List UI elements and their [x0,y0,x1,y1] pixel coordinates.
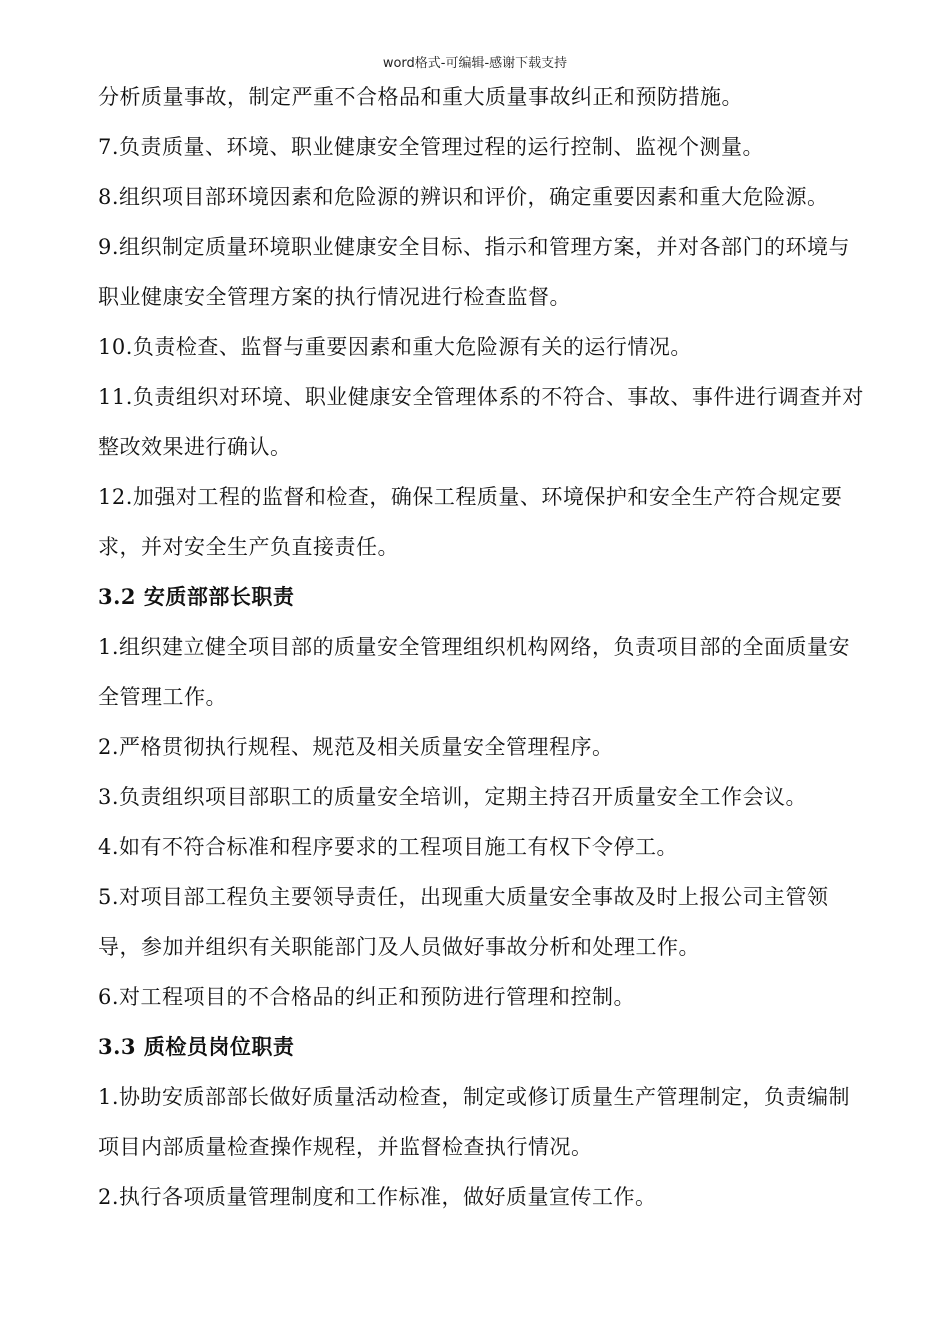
paragraph-item-11: 11.负责组织对环境、职业健康安全管理体系的不符合、事故、事件进行调查并对整改效果进行确认。 [98,385,864,459]
paragraph-item-9: 9.组织制定质量环境职业健康安全目标、指示和管理方案，并对各部门的环境与职业健康安全管理方案的执行情况进行检查监督。 [98,235,851,309]
paragraph-3-3-item-1: 1.协助安质部部长做好质量活动检查，制定或修订质量生产管理制定，负责编制项目内部质量检查操作规程，并监督检查执行情况。 [98,1085,851,1159]
paragraph-3-2-item-1: 1.组织建立健全项目部的质量安全管理组织机构网络，负责项目部的全面质量安全管理工作。 [98,635,851,709]
paragraph-3-2-item-3: 3.负责组织项目部职工的质量安全培训，定期主持召开质量安全工作会议。 [98,785,808,809]
paragraph-3-2-item-2: 2.严格贯彻执行规程、规范及相关质量安全管理程序。 [98,735,614,759]
paragraph-3-3-item-2: 2.执行各项质量管理制度和工作标准，做好质量宣传工作。 [98,1185,657,1209]
header-note: word格式-可编辑-感谢下载支持 [382,56,568,71]
paragraph-item-7: 7.负责质量、环境、职业健康安全管理过程的运行控制、监视个测量。 [98,135,765,159]
paragraph-item-10: 10.负责检查、监督与重要因素和重大危险源有关的运行情况。 [98,335,692,359]
section-heading-3-2: 3.2 安质部部长职责 [98,584,295,609]
document-body [98,72,868,1222]
paragraph-3-2-item-4: 4.如有不符合标准和程序要求的工程项目施工有权下令停工。 [98,835,679,859]
paragraph-item-12: 12.加强对工程的监督和检查，确保工程质量、环境保护和安全生产符合规定要求，并对安全生产负直接责任。 [98,485,843,559]
paragraph-3-2-item-5: 5.对项目部工程负主要领导责任，出现重大质量安全事故及时上报公司主管领导，参加并组织有关职能部门及人员做好事故分析和处理工作。 [98,885,829,959]
paragraph-3-2-item-6: 6.对工程项目的不合格品的纠正和预防进行管理和控制。 [98,985,636,1009]
paragraph-item-8: 8.组织项目部环境因素和危险源的辨识和评价，确定重要因素和重大危险源。 [98,185,829,209]
section-heading-3-3: 3.3 质检员岗位职责 [98,1034,295,1059]
paragraph-intro-continuation: 分析质量事故，制定严重不合格品和重大质量事故纠正和预防措施。 [98,85,743,109]
